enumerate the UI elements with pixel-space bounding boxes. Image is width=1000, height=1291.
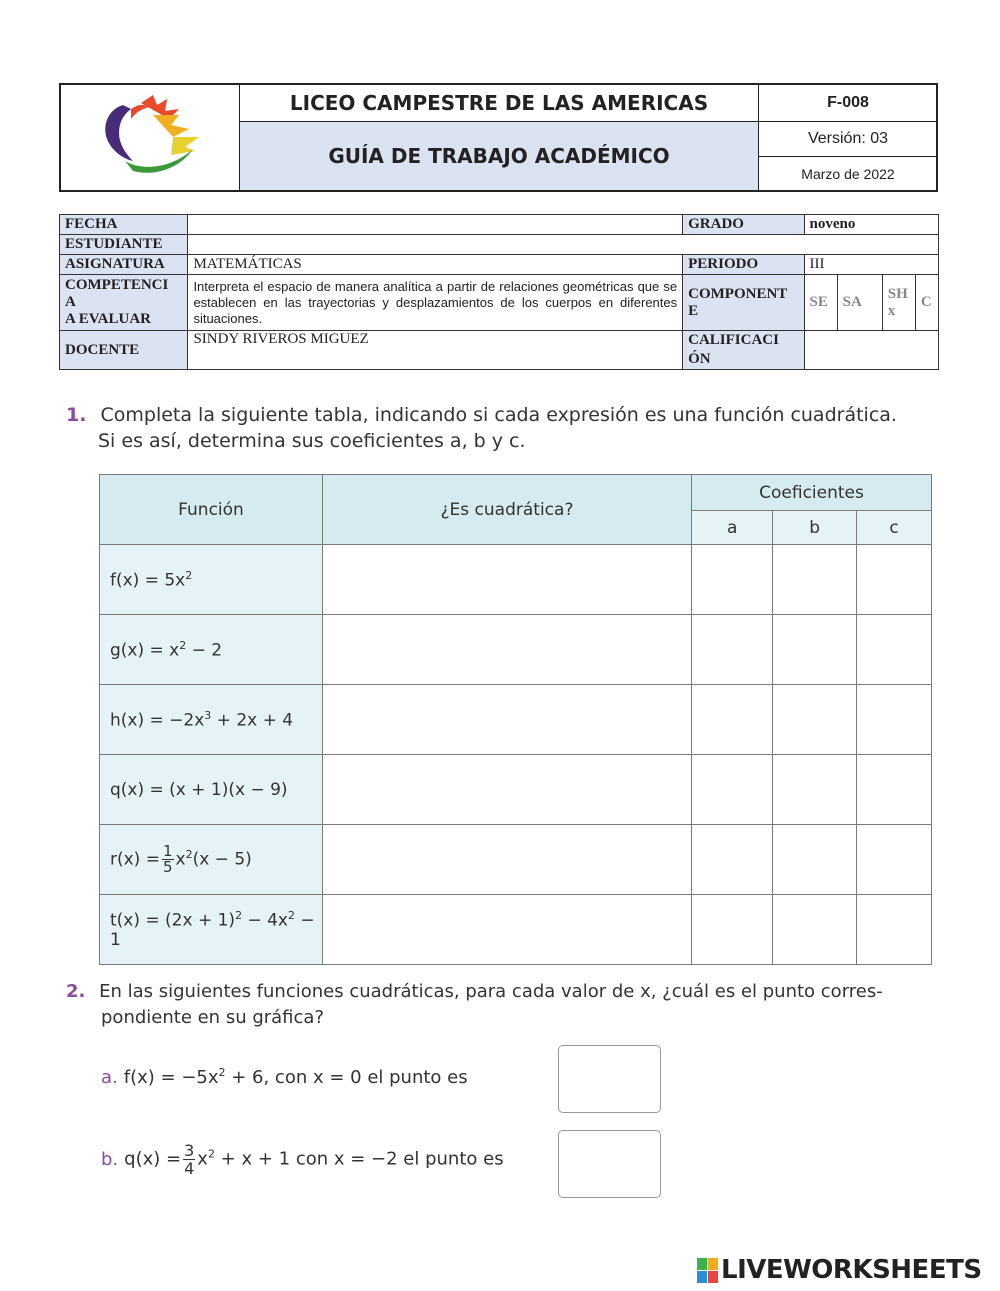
function-table	[99, 474, 932, 965]
exponent: 2	[207, 1147, 215, 1161]
periodo-label: PERIODO	[683, 255, 804, 275]
answer-b[interactable]	[773, 755, 857, 825]
competencia-label-line: A EVALUAR	[65, 311, 151, 327]
function-text: − 1	[110, 910, 315, 951]
answer-b[interactable]	[773, 825, 857, 895]
asignatura-label: ASIGNATURA	[60, 255, 188, 275]
answer-c[interactable]	[857, 545, 932, 615]
function-text: g(x) = x	[110, 640, 180, 661]
componente-label-line: COMPONENT	[688, 285, 788, 302]
fraction-denominator: 5	[162, 858, 173, 876]
function-text: r(x) =	[110, 849, 160, 870]
answer-c[interactable]	[857, 685, 932, 755]
competencia-value: Interpreta el espacio de manera analítica a partir de relaciones geométricas que se establecen en las trayectorias y desplazamientos de los cuerpos en diferentes situaciones.	[188, 275, 683, 331]
school-name: LICEO CAMPESTRE DE LAS AMERICAS	[240, 85, 758, 122]
item-letter: b.	[101, 1148, 119, 1170]
answer-b[interactable]	[773, 615, 857, 685]
competencia-label	[60, 275, 188, 331]
component-se[interactable]: SE	[804, 275, 837, 331]
exponent: 2	[185, 568, 193, 582]
question-number: 2.	[66, 981, 86, 1002]
exponent: 2	[185, 847, 193, 861]
estudiante-field[interactable]	[188, 235, 939, 255]
answer-a[interactable]	[692, 825, 773, 895]
col-funcion-header: Función	[100, 475, 323, 545]
fecha-label: FECHA	[60, 215, 188, 235]
docente-value: SINDY RIVEROS MIGUEZ	[188, 331, 683, 370]
exponent: 2	[179, 638, 187, 652]
answer-c[interactable]	[857, 895, 932, 965]
function-f	[100, 545, 323, 615]
function-text: (x − 5)	[192, 849, 252, 870]
answer-box-a[interactable]	[558, 1045, 661, 1113]
answer-cuadratica[interactable]	[323, 685, 692, 755]
grado-value: noveno	[804, 215, 938, 235]
table-row	[100, 685, 932, 755]
item-letter: a.	[101, 1067, 118, 1088]
brand-name: LIVEWORKSHEETS	[721, 1255, 982, 1285]
col-coeficientes-header: Coeficientes	[692, 475, 932, 511]
answer-a[interactable]	[692, 685, 773, 755]
fraction	[183, 1142, 195, 1177]
col-b-header: b	[773, 511, 857, 545]
table-row	[100, 755, 932, 825]
question-text: pondiente en su gráfica?	[101, 1007, 324, 1028]
item-text: f(x) = −5x	[123, 1067, 219, 1088]
answer-a[interactable]	[692, 615, 773, 685]
liveworksheets-brand	[697, 1255, 982, 1285]
col-a-header: a	[692, 511, 773, 545]
periodo-value: III	[804, 255, 938, 275]
fraction	[162, 844, 174, 875]
function-q	[100, 755, 323, 825]
answer-b[interactable]	[773, 895, 857, 965]
exponent: 3	[204, 708, 212, 722]
competencia-label-line: COMPETENCI	[65, 277, 169, 293]
answer-a[interactable]	[692, 895, 773, 965]
answer-box-b[interactable]	[558, 1130, 661, 1198]
answer-cuadratica[interactable]	[323, 895, 692, 965]
document-header	[59, 83, 938, 192]
answer-c[interactable]	[857, 615, 932, 685]
function-g	[100, 615, 323, 685]
answer-a[interactable]	[692, 545, 773, 615]
exponent: 2	[235, 908, 243, 922]
calificacion-label-line: CALIFICACI	[688, 332, 779, 348]
question-1	[66, 402, 897, 454]
question-text: Si es así, determina sus coeficientes a, b y c.	[98, 430, 526, 452]
fraction-denominator: 4	[184, 1159, 195, 1178]
function-t	[100, 895, 323, 965]
function-h	[100, 685, 323, 755]
function-text: − 2	[186, 640, 223, 661]
col-c-header: c	[857, 511, 932, 545]
componente-label-line: E	[688, 302, 699, 319]
answer-cuadratica[interactable]	[323, 755, 692, 825]
form-version: Versión: 03	[758, 122, 937, 157]
liveworksheets-logo-icon	[697, 1258, 718, 1283]
item-text: + 6, con x = 0 el punto es	[225, 1067, 468, 1088]
function-text: + 2x + 4	[211, 710, 294, 731]
answer-cuadratica[interactable]	[323, 615, 692, 685]
form-date: Marzo de 2022	[758, 157, 937, 190]
col-cuadratica-header: ¿Es cuadrática?	[323, 475, 692, 545]
function-text: h(x) = −2x	[110, 710, 205, 731]
docente-label: DOCENTE	[60, 331, 188, 370]
student-info-table	[59, 214, 939, 370]
component-c[interactable]: C	[915, 275, 938, 331]
exponent: 2	[218, 1066, 226, 1079]
calificacion-field[interactable]	[804, 331, 938, 370]
table-row	[100, 895, 932, 965]
item-text: + x + 1 con x = −2 el punto es	[214, 1148, 504, 1170]
item-text: q(x) =	[124, 1148, 182, 1170]
answer-cuadratica[interactable]	[323, 825, 692, 895]
answer-a[interactable]	[692, 755, 773, 825]
item-text: x	[197, 1148, 208, 1170]
item-b	[101, 1142, 504, 1177]
function-text: − 4x	[242, 910, 288, 931]
dove-logo-icon	[61, 85, 239, 190]
question-text: En las siguientes funciones cuadráticas, para cada valor de x, ¿cuál es el punto corres-	[99, 981, 883, 1002]
fecha-field[interactable]	[188, 215, 683, 235]
table-row	[100, 545, 932, 615]
school-logo	[61, 85, 240, 190]
function-text: t(x) = (2x + 1)	[110, 910, 236, 931]
componente-label	[683, 275, 804, 331]
component-sa[interactable]: SA	[837, 275, 882, 331]
function-r	[100, 825, 323, 895]
question-2	[66, 979, 883, 1031]
item-a	[101, 1066, 468, 1088]
guide-title: GUÍA DE TRABAJO ACADÉMICO	[240, 122, 758, 190]
answer-c[interactable]	[857, 825, 932, 895]
function-text: x	[175, 849, 186, 870]
table-row	[100, 615, 932, 685]
fraction-numerator: 1	[162, 842, 173, 860]
question-text: Completa la siguiente tabla, indicando si cada expresión es una función cuadrática.	[100, 404, 897, 426]
question-number: 1.	[66, 404, 87, 426]
table-row	[100, 825, 932, 895]
answer-cuadratica[interactable]	[323, 545, 692, 615]
component-sh[interactable]: SH x	[882, 275, 915, 331]
answer-c[interactable]	[857, 755, 932, 825]
function-text: f(x) = 5x	[110, 570, 186, 591]
competencia-label-line: A	[65, 294, 76, 310]
exponent: 2	[288, 908, 295, 922]
answer-b[interactable]	[773, 685, 857, 755]
answer-b[interactable]	[773, 545, 857, 615]
asignatura-value: MATEMÁTICAS	[188, 255, 683, 275]
function-text: q(x) = (x + 1)(x − 9)	[110, 779, 288, 800]
grado-label: GRADO	[683, 215, 804, 235]
estudiante-label: ESTUDIANTE	[60, 235, 188, 255]
fraction-numerator: 3	[184, 1141, 195, 1160]
calificacion-label-line: ÓN	[688, 351, 711, 367]
calificacion-label	[683, 331, 804, 370]
form-code: F-008	[758, 85, 937, 122]
